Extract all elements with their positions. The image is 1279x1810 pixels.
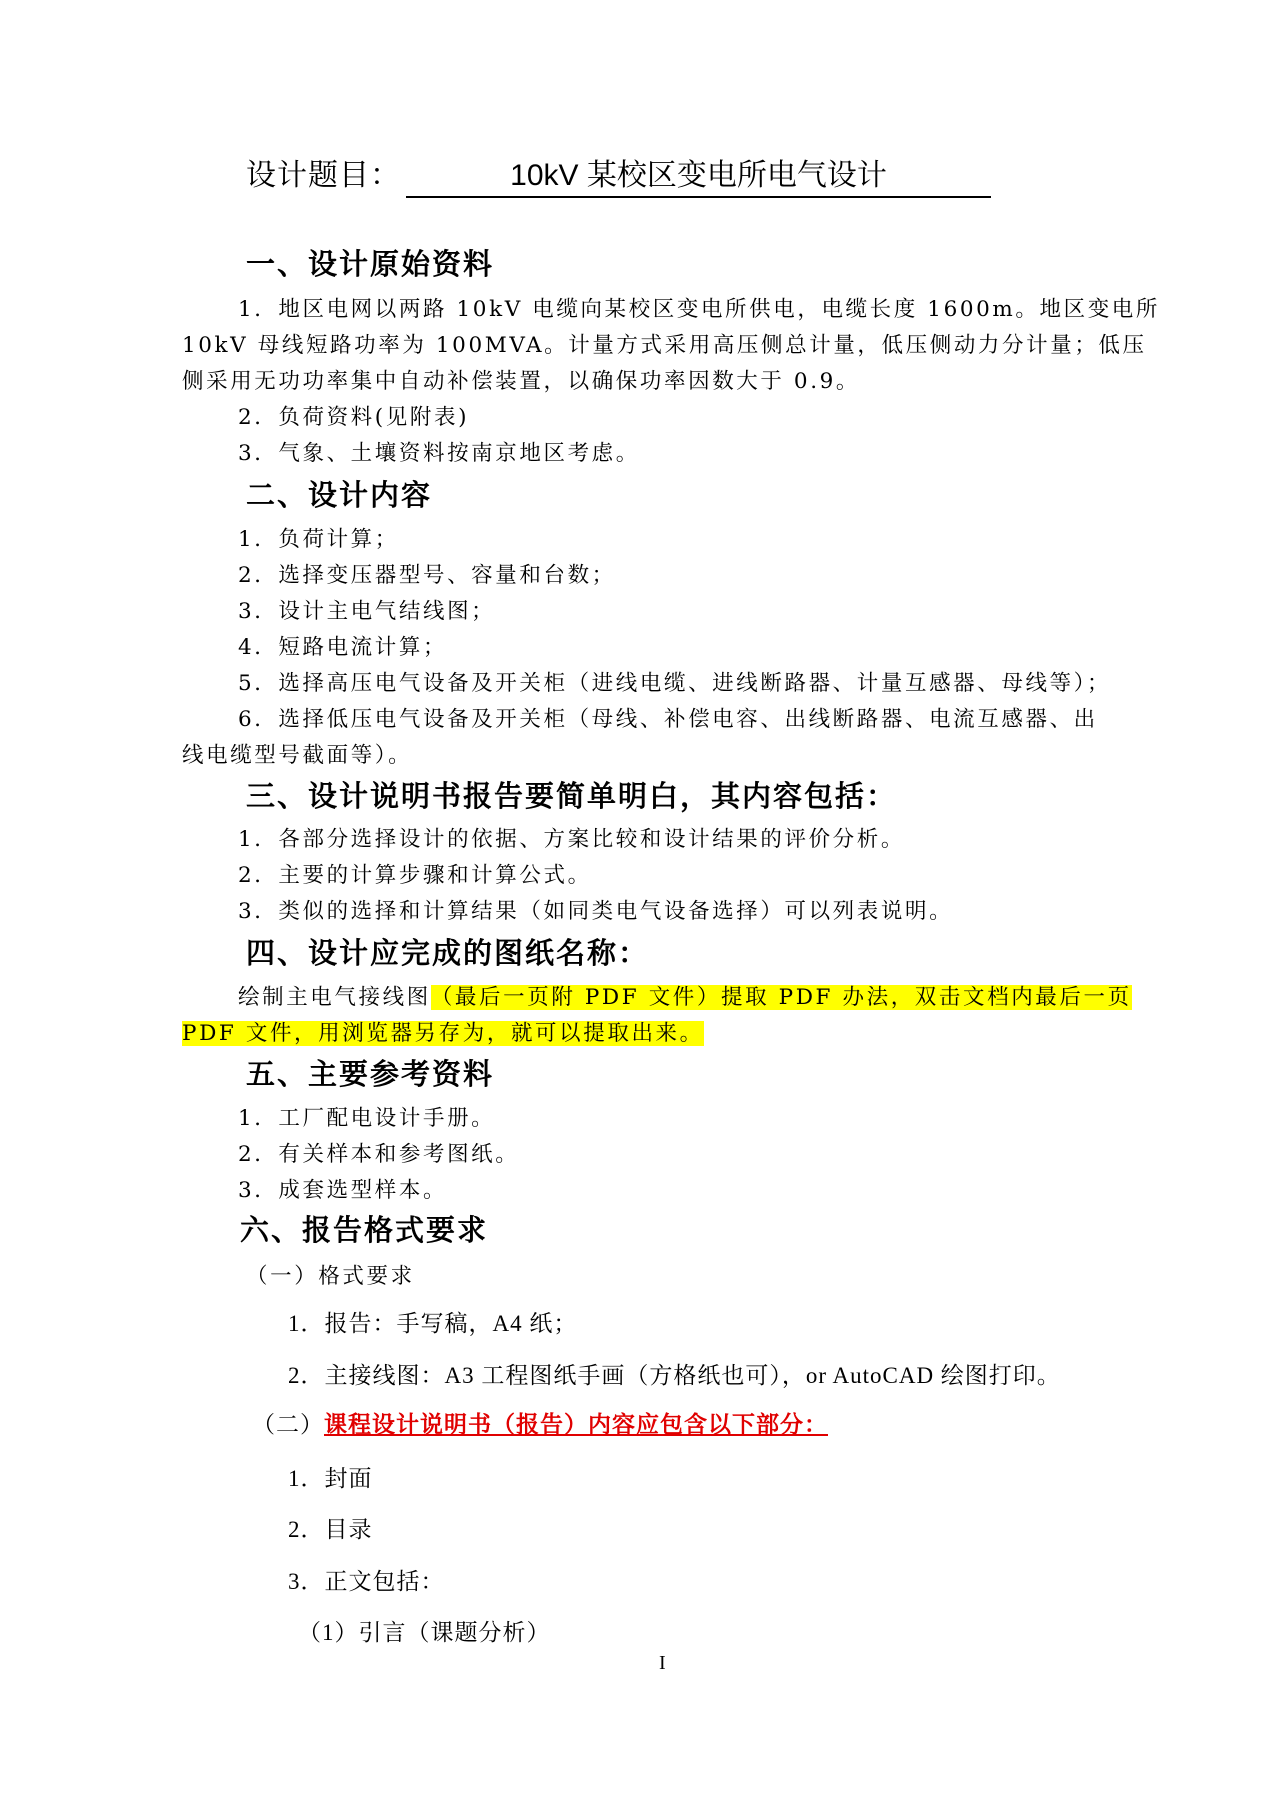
list-item: 1．报告：手写稿，A4 纸； [288, 1311, 578, 1336]
list-item: 2．主接线图：A3 工程图纸手画（方格纸也可），or AutoCAD 绘图打印。 [288, 1363, 1061, 1388]
title-label: 设计题目： [246, 159, 401, 192]
title-value: 10kV 某校区变电所电气设计 [406, 150, 991, 198]
section-heading-3: 三、设计说明书报告要简单明白，其内容包括： [246, 779, 898, 813]
list-item: 3．设计主电气结线图； [238, 599, 496, 624]
section-heading-1: 一、设计原始资料 [246, 247, 495, 281]
subsection-prefix: （二） [252, 1412, 324, 1437]
list-item: 1．各部分选择设计的依据、方案比较和设计结果的评价分析。 [238, 827, 905, 852]
drawing-instruction-line [238, 980, 1132, 1011]
list-item: 2．目录 [288, 1517, 373, 1542]
list-item: 4．短路电流计算； [238, 635, 448, 660]
subsection-heading: （一）格式要求 [246, 1264, 415, 1289]
list-item: 1．负荷计算； [238, 527, 399, 552]
paragraph-line: 10kV 母线短路功率为 100MVA。计量方式采用高压侧总计量，低压侧动力分计量；低压 [182, 333, 1147, 358]
drawing-instruction-plain: 绘制主电气接线图 [238, 985, 431, 1010]
section-heading-6: 六、报告格式要求 [240, 1213, 489, 1247]
list-item: 6．选择低压电气设备及开关柜（母线、补偿电容、出线断路器、电流互感器、出 [238, 707, 1098, 732]
list-item: 2．主要的计算步骤和计算公式。 [238, 863, 592, 888]
paragraph-line: 1．地区电网以两路 10kV 电缆向某校区变电所供电，电缆长度 1600m。地区变电所 [238, 297, 1161, 322]
list-item: （1）引言（课题分析） [298, 1620, 551, 1645]
paragraph-line: 侧采用无功功率集中自动补偿装置，以确保功率因数大于 0.9。 [182, 369, 861, 394]
list-item: 1．工厂配电设计手册。 [238, 1106, 496, 1131]
list-item: 3．成套选型样本。 [238, 1178, 448, 1203]
drawing-instruction-line [182, 1016, 704, 1047]
red-underlined-heading: 课程设计说明书（报告）内容应包含以下部分： [324, 1412, 828, 1437]
list-item: 3．正文包括： [288, 1569, 445, 1594]
page-number: I [659, 1652, 666, 1674]
highlighted-text: （最后一页附 PDF 文件）提取 PDF 办法，双击文档内最后一页 [430, 985, 1132, 1010]
list-item: 线电缆型号截面等）。 [182, 743, 413, 768]
paragraph-line: 2．负荷资料(见附表) [238, 405, 470, 430]
section-heading-4: 四、设计应完成的图纸名称： [246, 936, 650, 970]
list-item: 2．有关样本和参考图纸。 [238, 1142, 520, 1167]
list-item: 3．类似的选择和计算结果（如同类电气设备选择）可以列表说明。 [238, 899, 954, 924]
subsection-heading [252, 1406, 828, 1439]
paragraph-line: 3．气象、土壤资料按南京地区考虑。 [238, 441, 640, 466]
section-heading-5: 五、主要参考资料 [246, 1057, 495, 1091]
list-item: 2．选择变压器型号、容量和台数； [238, 563, 616, 588]
section-heading-2: 二、设计内容 [246, 478, 433, 512]
list-item: 1．封面 [288, 1466, 373, 1491]
design-title [246, 150, 992, 196]
list-item: 5．选择高压电气设备及开关柜（进线电缆、进线断路器、计量互感器、母线等）； [238, 671, 1112, 696]
highlighted-text: PDF 文件，用浏览器另存为，就可以提取出来。 [182, 1021, 704, 1046]
